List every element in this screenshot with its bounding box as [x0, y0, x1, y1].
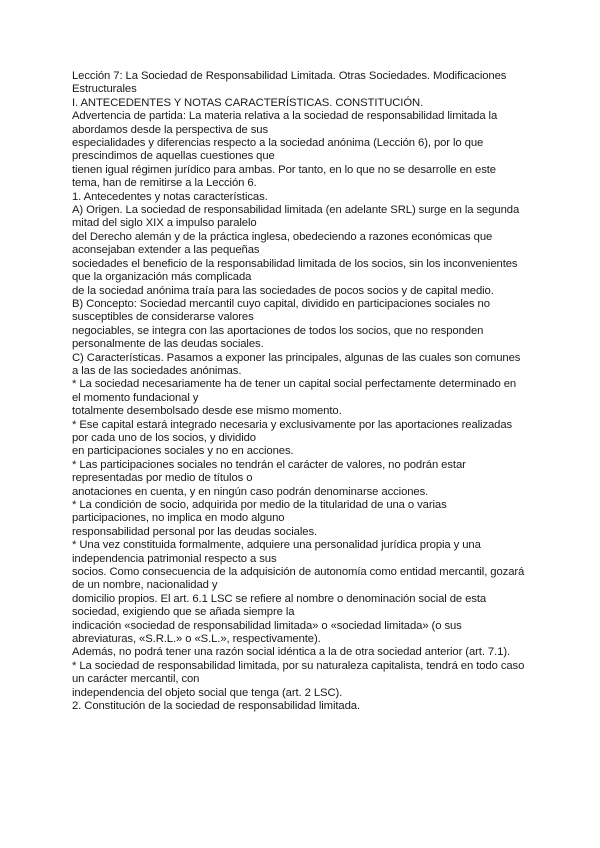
bullet-line: * La condición de socio, adquirida por medio de la titularidad de una o varias — [72, 499, 447, 511]
text-line: especialidades y diferencias respecto a la sociedad anónima (Lección 6), por lo que — [72, 137, 484, 150]
text-line: abordamos desde la perspectiva de sus — [72, 123, 268, 136]
bullet-line: * Ese capital estará integrado necesaria y exclusivamente por las aportaciones realizadas — [72, 418, 513, 431]
text-line: de la sociedad anónima traía para las sociedades de pocos socios y de capital medio. — [72, 284, 494, 297]
bullet-line: * Una vez constituida formalmente, adquiere una personalidad jurídica propia y una — [72, 539, 481, 552]
text-line: indicación «sociedad de responsabilidad limitada» o «sociedad limitada» (o sus — [72, 619, 462, 632]
text-line: sociedades el beneficio de la responsabilidad limitada de los socios, sin los inconvenientes — [72, 257, 518, 270]
text-line: tienen igual régimen jurídico para ambas. Por tanto, en lo que no se desarrolle en este — [72, 163, 496, 176]
text-line: que la organización más complicada — [72, 271, 252, 284]
text-line: a las de las sociedades anónimas. — [72, 364, 242, 377]
text-line: un carácter mercantil, con — [72, 673, 200, 686]
text-line: mitad del siglo XIX a impulso paralelo — [72, 217, 257, 230]
text-line: por cada uno de los socios, y dividido — [72, 431, 256, 444]
text-line: de un nombre, nacionalidad y — [72, 579, 218, 592]
text-line: C) Características. Pasamos a exponer las principales, algunas de las cuales son comunes — [72, 351, 521, 364]
text-line: totalmente desembolsado desde ese mismo momento. — [72, 405, 342, 418]
text-line: abreviaturas, «S.R.L.» o «S.L.», respectivamente). — [72, 633, 321, 646]
text-line: responsabilidad personal por las deudas sociales. — [72, 525, 318, 538]
text-line: personalmente de las deudas sociales. — [72, 338, 264, 351]
text-line: socios. Como consecuencia de la adquisición de autonomía como entidad mercantil, gozará — [72, 566, 525, 579]
text-line: del Derecho alemán y de la práctica inglesa, obedeciendo a razones económicas que — [72, 230, 493, 243]
text-line: domicilio propios. El art. 6.1 LSC se refiere al nombre o denominación social de esta — [72, 592, 487, 605]
bullet-line: * La sociedad de responsabilidad limitada, por su naturaleza capitalista, tendrá en todo caso — [72, 659, 525, 672]
text-line: aconsejaban extender a las pequeñas — [72, 244, 260, 257]
bullet-line: * La sociedad necesariamente ha de tener un capital social perfectamente determinado en — [72, 378, 517, 391]
bullet-line: * Las participaciones sociales no tendrán el carácter de valores, no podrán estar — [72, 458, 466, 471]
text-line: sociedad, exigiendo que se añada siempre la — [72, 606, 295, 619]
text-line: Además, no podrá tener una razón social idéntica a la de otra sociedad anterior (art. 7.1). — [72, 646, 511, 659]
text-line: prescindimos de aquellas cuestiones que — [72, 150, 275, 163]
text-line: en participaciones sociales y no en acciones. — [72, 445, 294, 458]
section-heading: I. ANTECEDENTES Y NOTAS CARACTERÍSTICAS. CONSTITUCIÓN. — [72, 96, 424, 109]
text-line: independencia patrimonial respecto a sus — [72, 552, 277, 565]
text-line: susceptibles de considerarse valores — [72, 311, 254, 324]
title-line: Lección 7: La Sociedad de Responsabilidad Limitada. Otras Sociedades. Modificaciones — [72, 70, 507, 82]
text-line: independencia del objeto social que tenga (art. 2 LSC). — [72, 686, 343, 699]
text-line: tema, han de remitirse a la Lección 6. — [72, 177, 257, 190]
text-line: el momento fundacional y — [72, 391, 199, 404]
text-line: participaciones, no implica en modo alguno — [72, 512, 285, 525]
subsection-heading: 1. Antecedentes y notas características. — [72, 190, 268, 203]
text-line: Advertencia de partida: La materia relativa a la sociedad de responsabilidad limitada la — [72, 110, 498, 123]
subsection-heading: 2. Constitución de la sociedad de responsabilidad limitada. — [72, 700, 361, 713]
title-line: Estructurales — [72, 83, 137, 96]
text-line: B) Concepto: Sociedad mercantil cuyo capital, dividido en participaciones sociales no — [72, 297, 490, 310]
text-line: anotaciones en cuenta, y en ningún caso podrán denominarse acciones. — [72, 485, 429, 498]
text-line: representadas por medio de títulos o — [72, 472, 253, 485]
text-line: negociables, se integra con las aportaciones de todos los socios, que no responden — [72, 324, 484, 337]
text-line: A) Origen. La sociedad de responsabilidad limitada (en adelante SRL) surge en la segunda — [72, 204, 520, 217]
